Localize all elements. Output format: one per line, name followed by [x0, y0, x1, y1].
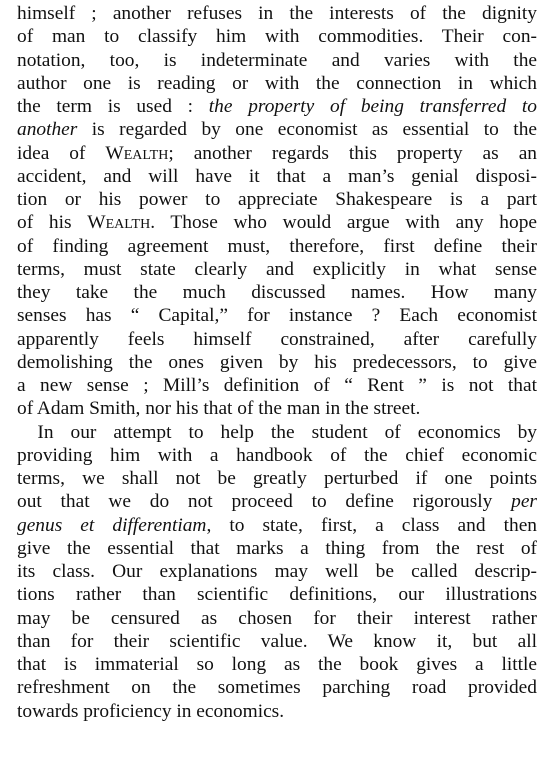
text-line: refreshment on the sometimes parching road provided — [17, 677, 537, 699]
text-line: notation, too, is indeterminate and varies with the — [17, 49, 537, 71]
text-line: In our attempt to help the student of economics by — [37, 421, 537, 443]
text-line: author one is reading or with the connection in which — [17, 72, 537, 94]
italic-phrase: the property of being transferred to — [208, 96, 537, 117]
text-line: they take the much discussed names. How many — [17, 282, 537, 303]
text-line: terms, we shall not be greatly perturbed if one points — [17, 468, 537, 489]
paragraph-1 — [17, 2, 537, 421]
text-line: than for their scientific value. We know it, but all — [17, 630, 537, 652]
italic-phrase: per — [511, 491, 537, 513]
text-line: give the essential that marks a thing from the rest of — [17, 537, 537, 559]
text-run: idea of — [17, 142, 86, 164]
italic-phrase: another — [17, 119, 78, 141]
small-caps-term: Wealth — [87, 212, 151, 234]
text-line — [17, 118, 537, 141]
text-line: demolishing the ones given by his predecessors, to give — [17, 351, 537, 373]
text-line: towards proficiency in economics. — [17, 700, 285, 722]
text-line — [17, 95, 537, 118]
text-line: tion or his power to appreciate Shakespeare is a part — [17, 189, 537, 210]
paragraph-2 — [17, 421, 537, 723]
text-line: tions rather than scientific definitions, our illustrations — [17, 584, 537, 606]
text-line — [17, 211, 537, 234]
text-line: himself ; another refuses in the interests of the dignity — [17, 3, 537, 24]
text-run: out that we do not proceed to define rigorously — [17, 491, 493, 513]
text-run: . Those who would argue with any hope — [150, 212, 537, 234]
text-line: terms, must state clearly and explicitly in what sense — [17, 258, 537, 280]
text-line: of Adam Smith, nor his that of the man in the street. — [17, 398, 421, 420]
text-run: is regarded by one economist as essential to the — [91, 119, 537, 141]
text-run: of his — [17, 212, 72, 234]
text-line: apparently feels himself constrained, after carefully — [17, 328, 537, 350]
text-line: of man to classify him with commodities. Their con- — [17, 26, 537, 48]
text-line — [17, 490, 537, 513]
text-run: , to state, first, a class and then — [206, 514, 537, 536]
text-line — [17, 514, 537, 537]
text-line: its class. Our explanations may well be called descrip- — [17, 561, 537, 582]
text-line: of finding agreement must, therefore, first define their — [17, 235, 537, 257]
text-run: ; another regards this property as an — [168, 142, 537, 164]
text-line: may be censured as chosen for their interest rather — [17, 607, 537, 629]
text-line: providing him with a handbook of the chief economic — [17, 444, 537, 466]
text-line: that is immaterial so long as the book gives a little — [17, 654, 537, 675]
text-line: a new sense ; Mill’s definition of “ Rent ” is not that — [17, 375, 537, 396]
text-line: accident, and will have it that a man’s genial disposi- — [17, 165, 537, 187]
small-caps-term: Wealth — [105, 142, 169, 164]
text-line: senses has “ Capital,” for instance ? Each economist — [17, 305, 537, 327]
text-run: the term is used : — [17, 96, 194, 117]
italic-phrase: genus et differentiam — [17, 514, 207, 536]
text-line — [17, 142, 537, 165]
